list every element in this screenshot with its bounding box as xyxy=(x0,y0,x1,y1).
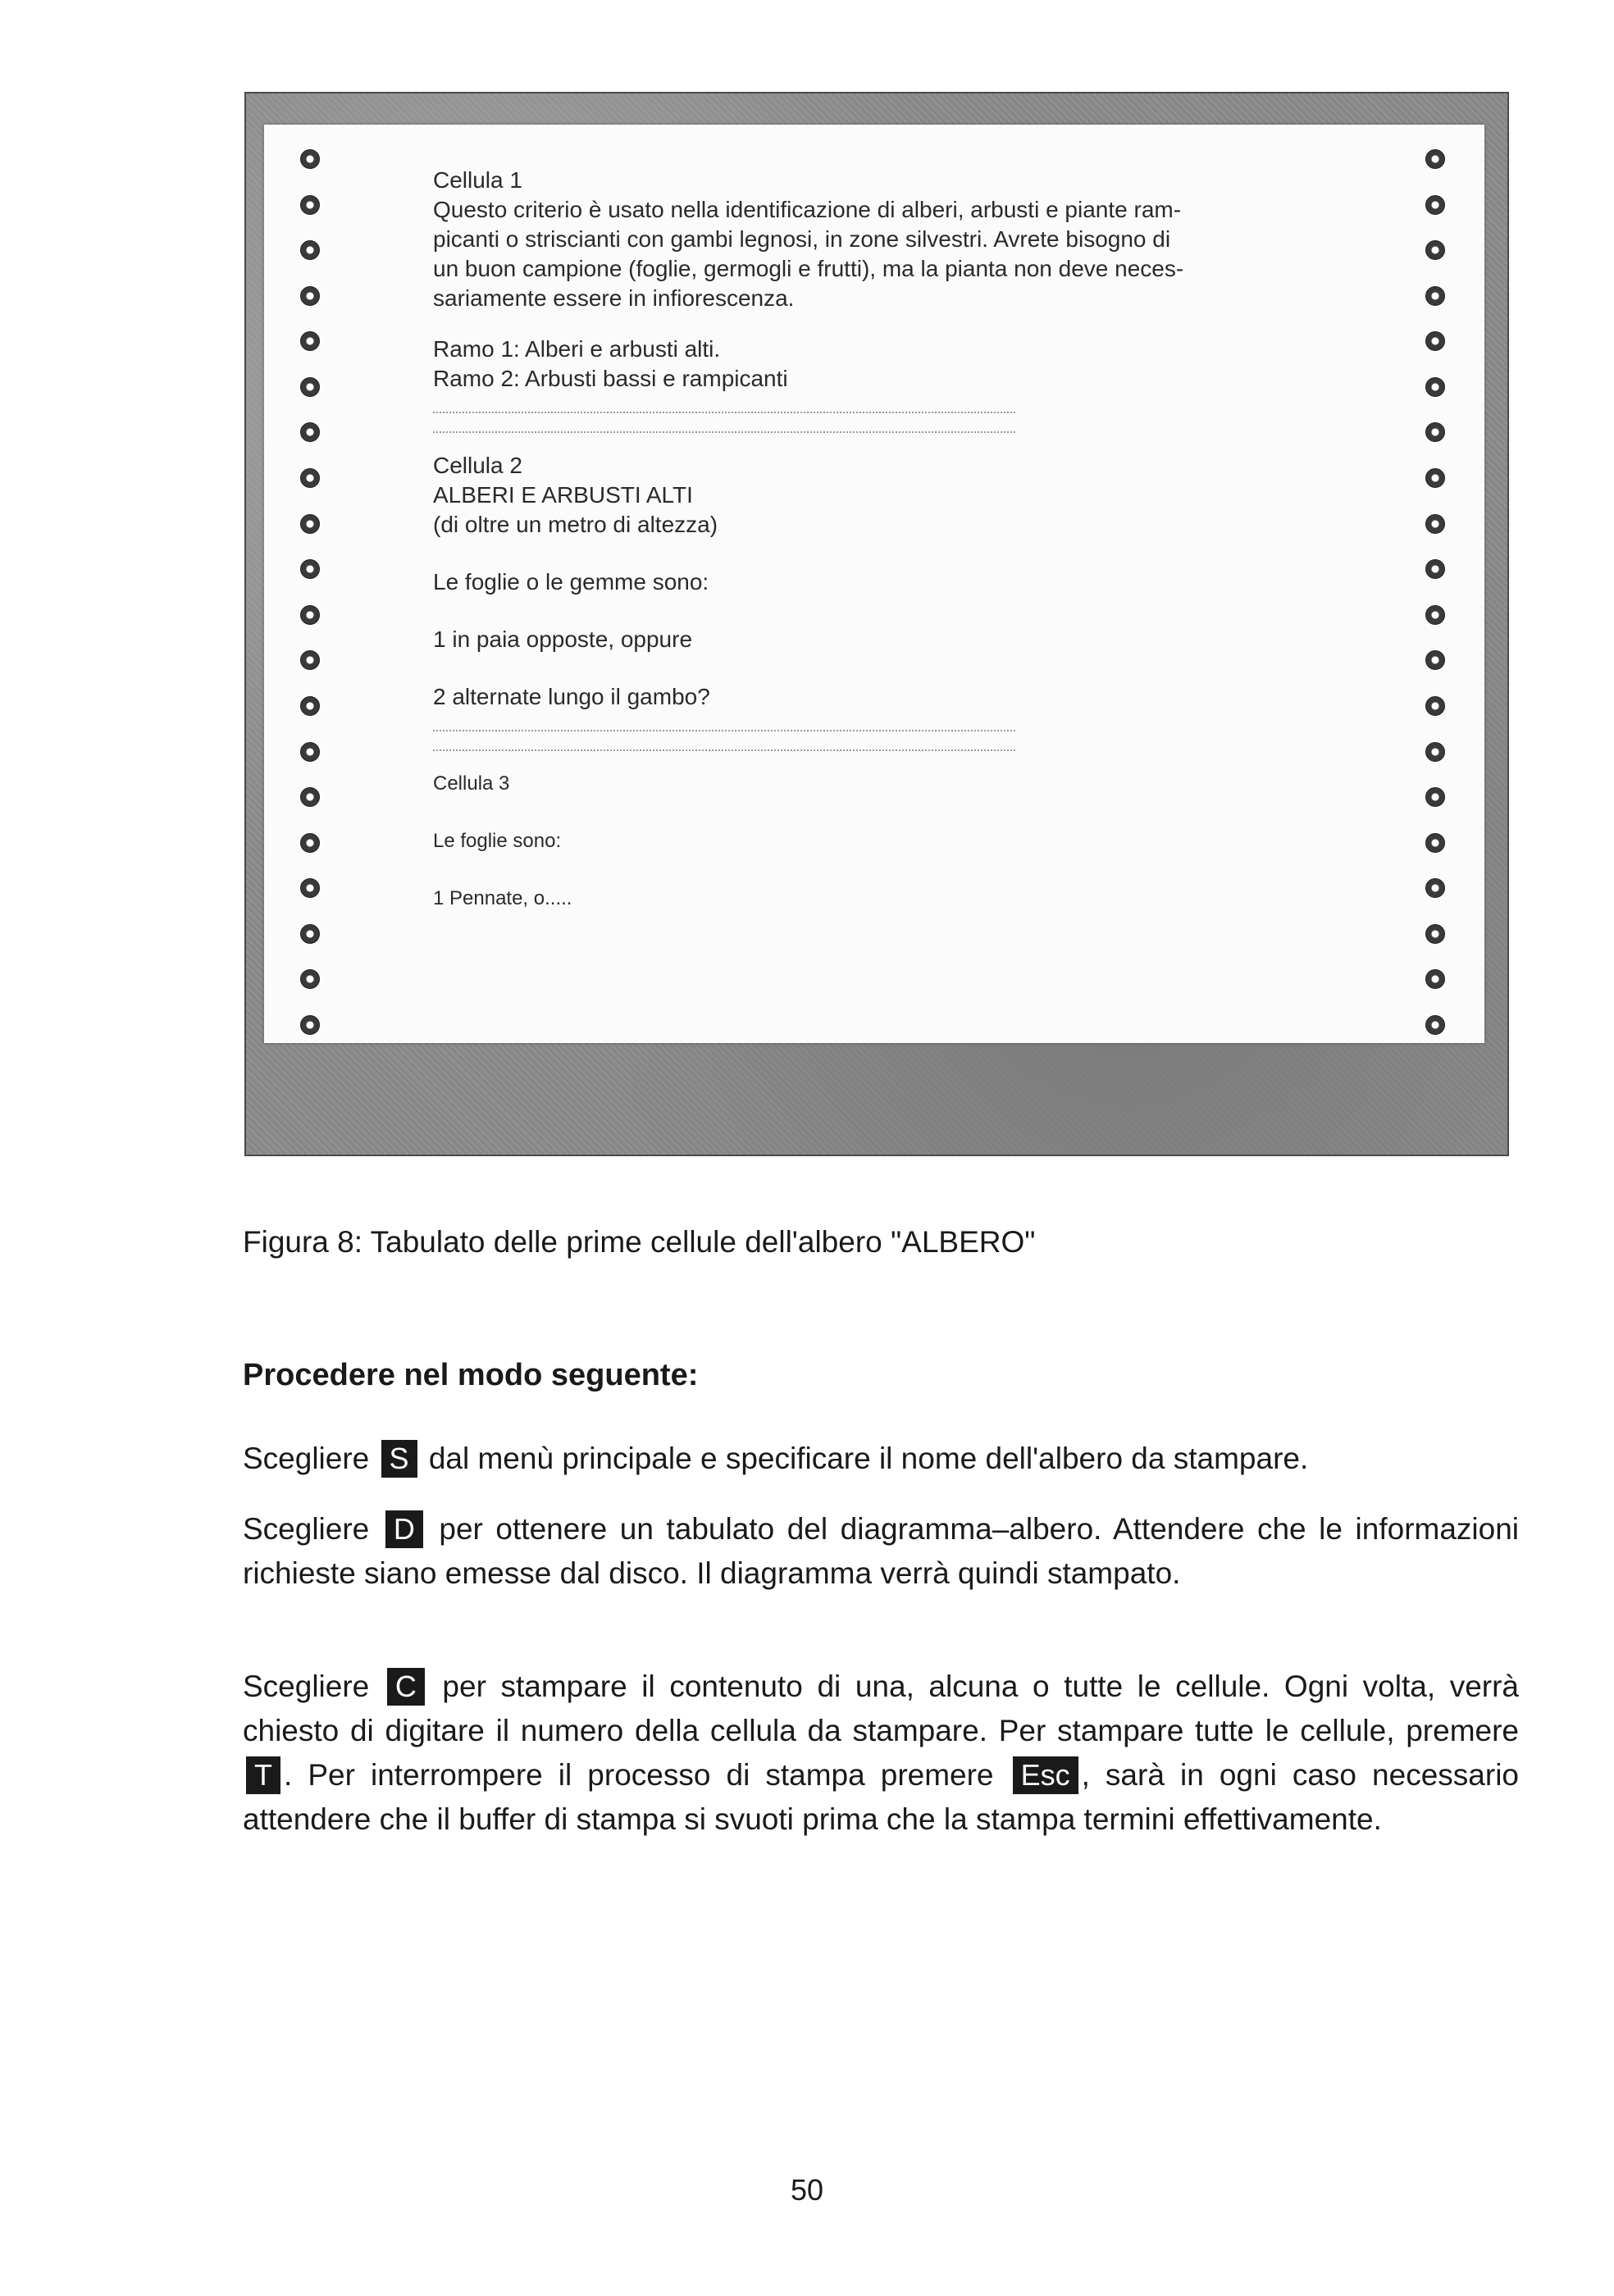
cell3-title: Cellula 3 xyxy=(433,772,510,795)
dotted-separator xyxy=(433,431,1015,433)
tractor-hole-icon xyxy=(1425,787,1445,807)
instruction-paragraph-1 xyxy=(243,1437,1519,1481)
tractor-hole-icon xyxy=(300,468,320,488)
tractor-hole-icon xyxy=(300,787,320,807)
tractor-hole-icon xyxy=(1425,468,1445,488)
tractor-hole-icon xyxy=(300,924,320,944)
tractor-hole-icon xyxy=(300,514,320,534)
key-s-icon: S xyxy=(381,1440,417,1478)
cell2-option-2: 2 alternate lungo il gambo? xyxy=(433,684,710,709)
cell1-line: picanti o striscianti con gambi legnosi, in zone silvestri. Avrete bisogno di xyxy=(433,226,1171,252)
tractor-hole-icon xyxy=(1425,331,1445,351)
cell2-title: Cellula 2 xyxy=(433,453,522,478)
tractor-hole-icon xyxy=(300,149,320,169)
tractor-hole-icon xyxy=(1425,286,1445,306)
section-heading: Procedere nel modo seguente: xyxy=(243,1358,699,1392)
para-text: , sarà in ogni caso necessario attendere che il buffer di stampa si svuoti prima che la stampa termini effettivamente. xyxy=(243,1758,1519,1836)
para-text: . Per interrompere il processo di stampa premere xyxy=(284,1758,1010,1792)
tractor-hole-icon xyxy=(1425,696,1445,716)
tractor-hole-icon xyxy=(300,559,320,579)
tractor-hole-icon xyxy=(300,331,320,351)
para-text: Scegliere xyxy=(243,1670,384,1703)
tractor-hole-icon xyxy=(300,742,320,762)
cell1-line: Questo criterio è usato nella identificazione di alberi, arbusti e piante ram- xyxy=(433,197,1182,222)
cell2-question: Le foglie o le gemme sono: xyxy=(433,569,709,594)
cell1-line: un buon campione (foglie, germogli e frutti), ma la pianta non deve neces- xyxy=(433,256,1184,281)
branch-1: Ramo 1: Alberi e arbusti alti. xyxy=(433,336,721,362)
tractor-hole-icon xyxy=(300,696,320,716)
instruction-paragraph-3 xyxy=(243,1665,1519,1842)
tractor-hole-icon xyxy=(1425,149,1445,169)
tractor-hole-icon xyxy=(1425,1015,1445,1035)
cell3-question: Le foglie sono: xyxy=(433,830,562,852)
branch-2: Ramo 2: Arbusti bassi e rampicanti xyxy=(433,366,788,391)
tractor-hole-icon xyxy=(1425,878,1445,898)
left-tractor-holes xyxy=(294,149,326,1035)
tractor-hole-icon xyxy=(1425,240,1445,260)
tractor-hole-icon xyxy=(1425,377,1445,397)
page-number: 50 xyxy=(790,2173,824,2207)
para-text: per ottenere un tabulato del diagramma–albero. Attendere che le informazioni richieste siano emesse dal disco. Il diagramma verrà quindi stampato. xyxy=(243,1512,1520,1590)
cell2-heading: ALBERI E ARBUSTI ALTI xyxy=(433,482,693,508)
cell1-title: Cellula 1 xyxy=(433,167,522,193)
cell2-subheading: (di oltre un metro di altezza) xyxy=(433,512,718,537)
tractor-hole-icon xyxy=(300,969,320,989)
dotted-separator xyxy=(433,749,1015,751)
para-text: dal menù principale e specificare il nome dell'albero da stampare. xyxy=(420,1442,1309,1475)
cell2-option-1: 1 in paia opposte, oppure xyxy=(433,626,693,652)
tractor-hole-icon xyxy=(1425,195,1445,215)
figure-caption: Figura 8: Tabulato delle prime cellule dell'albero "ALBERO" xyxy=(243,1225,1036,1259)
tractor-hole-icon xyxy=(300,878,320,898)
spacer xyxy=(433,313,1376,335)
dotted-separator xyxy=(433,730,1015,731)
tractor-hole-icon xyxy=(1425,514,1445,534)
tractor-hole-icon xyxy=(300,650,320,670)
printout-text xyxy=(433,166,1376,913)
tractor-hole-icon xyxy=(1425,833,1445,853)
continuous-form-paper xyxy=(264,125,1484,1043)
tractor-hole-icon xyxy=(300,422,320,442)
tractor-hole-icon xyxy=(1425,742,1445,762)
key-t-icon: T xyxy=(246,1756,280,1794)
tractor-hole-icon xyxy=(1425,969,1445,989)
cell1-line: sariamente essere in infiorescenza. xyxy=(433,285,795,311)
tractor-hole-icon xyxy=(1425,650,1445,670)
tractor-hole-icon xyxy=(300,195,320,215)
tractor-hole-icon xyxy=(300,286,320,306)
para-text: Scegliere xyxy=(243,1512,382,1546)
tractor-hole-icon xyxy=(1425,422,1445,442)
key-c-icon: C xyxy=(387,1668,425,1706)
tractor-hole-icon xyxy=(300,833,320,853)
tractor-hole-icon xyxy=(300,240,320,260)
tractor-hole-icon xyxy=(1425,559,1445,579)
para-text: per stampare il contenuto di una, alcuna o tutte le cellule. Ogni volta, verrà chiesto di digitare il numero della cellula da stampare. Per stampare tutte le cellule, premere xyxy=(243,1670,1519,1747)
instruction-paragraph-2 xyxy=(243,1507,1519,1596)
tractor-hole-icon xyxy=(1425,924,1445,944)
tractor-hole-icon xyxy=(300,377,320,397)
cell3-option-1: 1 Pennate, o..... xyxy=(433,887,572,909)
dotted-separator xyxy=(433,412,1015,413)
key-d-icon: D xyxy=(385,1510,423,1548)
key-esc-icon: Esc xyxy=(1013,1756,1078,1794)
para-text: Scegliere xyxy=(243,1442,378,1475)
tractor-hole-icon xyxy=(300,1015,320,1035)
tractor-hole-icon xyxy=(1425,605,1445,625)
tractor-hole-icon xyxy=(300,605,320,625)
right-tractor-holes xyxy=(1419,149,1452,1035)
